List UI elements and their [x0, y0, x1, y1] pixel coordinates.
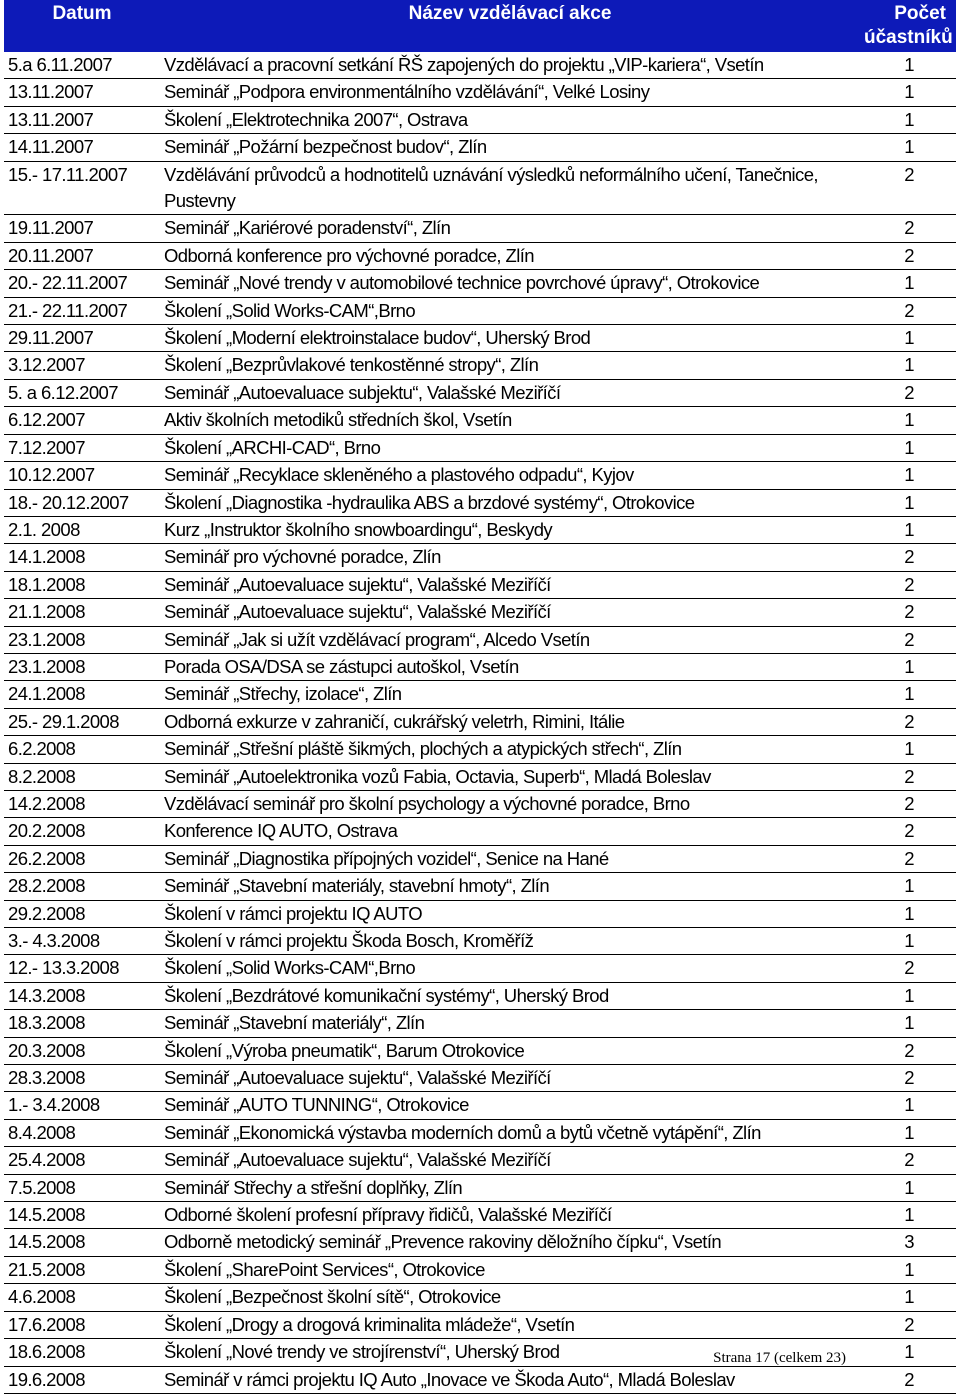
table-row — [4, 1311, 956, 1338]
table-row — [4, 1010, 956, 1037]
cell-name: Školení v rámci projektu IQ AUTO — [164, 902, 423, 924]
cell-count: 2 — [904, 1067, 914, 1089]
table-row — [4, 161, 956, 215]
cell-date: 18.1.2008 — [8, 573, 85, 595]
cell-name: Seminář v rámci projektu IQ Auto „Inovace ve Škoda Auto“, Mladá Boleslav — [164, 1368, 735, 1390]
cell-count: 1 — [904, 1094, 914, 1116]
cell-count: 2 — [904, 820, 914, 842]
cell-name: Seminář „Autoevaluace sujektu“, Valašské Meziříčí — [164, 1149, 551, 1171]
table-header — [4, 0, 956, 52]
cell-date: 8.2.2008 — [8, 765, 76, 787]
table-row — [4, 134, 956, 161]
cell-date: 20.- 22.11.2007 — [8, 272, 128, 294]
cell-count: 1 — [904, 409, 914, 431]
cell-name: Školení „Bezprůvlakové tenkostěnné stropy“, Zlín — [164, 354, 539, 376]
cell-date: 20.3.2008 — [8, 1039, 85, 1061]
cell-name: Seminář „Autoevaluace sujektu“, Valašské Meziříčí — [164, 601, 551, 623]
cell-date: 24.1.2008 — [8, 683, 85, 705]
cell-name: Školení „Bezpečnost školní sítě“, Otrokovice — [164, 1286, 501, 1308]
cell-count: 1 — [904, 1204, 914, 1226]
cell-date: 25.- 29.1.2008 — [8, 710, 119, 732]
table-row — [4, 1256, 956, 1283]
cell-name: Seminář „Stavební materiály, stavební hmoty“, Zlín — [164, 875, 550, 897]
cell-name: Aktiv školních metodiků středních škol, Vsetín — [164, 409, 512, 431]
header-date: Datum — [4, 0, 160, 52]
cell-name: Seminář „Ekonomická výstavba moderních domů a bytů včetně vytápění“, Zlín — [164, 1121, 761, 1143]
cell-name: Seminář „Autoevaluace sujektu“, Valašské Meziříčí — [164, 573, 551, 595]
cell-date: 29.2.2008 — [8, 902, 85, 924]
cell-count: 1 — [904, 108, 914, 130]
cell-count: 2 — [904, 1149, 914, 1171]
cell-count: 2 — [904, 628, 914, 650]
cell-date: 28.3.2008 — [8, 1067, 85, 1089]
table-row — [4, 489, 956, 516]
cell-count: 2 — [904, 601, 914, 623]
table-row — [4, 955, 956, 982]
cell-date: 8.4.2008 — [8, 1121, 76, 1143]
table-row — [4, 928, 956, 955]
cell-date: 23.1.2008 — [8, 655, 85, 677]
cell-name: Seminář „Kariérové poradenství“, Zlín — [164, 217, 451, 239]
cell-count: 2 — [904, 1368, 914, 1390]
cell-date: 21.- 22.11.2007 — [8, 299, 128, 321]
cell-date: 6.12.2007 — [8, 409, 85, 431]
table-row — [4, 352, 956, 379]
table-body — [4, 52, 956, 1393]
cell-count: 1 — [904, 1341, 914, 1363]
cell-count: 2 — [904, 299, 914, 321]
cell-name: Odborně metodický seminář „Prevence rakoviny děložního čípku“, Vsetín — [164, 1231, 722, 1253]
table-row — [4, 379, 956, 406]
cell-count: 1 — [904, 1258, 914, 1280]
table-row — [4, 818, 956, 845]
table-row — [4, 1065, 956, 1092]
table-row — [4, 1147, 956, 1174]
table-row — [4, 736, 956, 763]
cell-date: 3.12.2007 — [8, 354, 85, 376]
cell-name: Odborné školení profesní přípravy řidičů, Valašské Meziříčí — [164, 1204, 612, 1226]
cell-name: Seminář „Diagnostika přípojných vozidel“, Senice na Hané — [164, 847, 609, 869]
cell-count: 2 — [904, 546, 914, 568]
cell-name: Vzdělávací a pracovní setkání ŘŠ zapojených do projektu „VIP-kariera“, Vsetín — [164, 54, 764, 75]
cell-count: 1 — [904, 136, 914, 158]
table-row — [4, 242, 956, 269]
cell-date: 6.2.2008 — [8, 738, 76, 760]
header-count: Počet účastníků — [860, 0, 956, 52]
cell-name: Konference IQ AUTO, Ostrava — [164, 820, 398, 842]
cell-name: Seminář pro výchovné poradce, Zlín — [164, 546, 441, 568]
cell-count: 2 — [904, 1313, 914, 1335]
cell-date: 4.6.2008 — [8, 1286, 76, 1308]
cell-date: 19.11.2007 — [8, 217, 94, 239]
cell-date: 20.2.2008 — [8, 820, 85, 842]
cell-count: 2 — [904, 710, 914, 732]
cell-count: 1 — [904, 738, 914, 760]
cell-date: 17.6.2008 — [8, 1313, 85, 1335]
cell-count: 1 — [904, 81, 914, 103]
cell-count: 2 — [904, 765, 914, 787]
cell-count: 1 — [904, 272, 914, 294]
cell-count: 1 — [904, 354, 914, 376]
cell-count: 1 — [904, 1286, 914, 1308]
table-row — [4, 1284, 956, 1311]
cell-name: Porada OSA/DSA se zástupci autoškol, Vsetín — [164, 655, 519, 677]
cell-name: Školení „Solid Works-CAM“,Brno — [164, 957, 416, 979]
cell-date: 7.5.2008 — [8, 1176, 76, 1198]
cell-name: Seminář „AUTO TUNNING“, Otrokovice — [164, 1094, 469, 1116]
table-row — [4, 653, 956, 680]
cell-date: 5. a 6.12.2007 — [8, 381, 118, 403]
cell-date: 14.2.2008 — [8, 792, 85, 814]
cell-name: Kurz „Instruktor školního snowboardingu“, Beskydy — [164, 518, 553, 540]
cell-name: Školení „Nové trendy ve strojírenství“, Uherský Brod — [164, 1341, 560, 1363]
cell-name: Školení „ARCHI-CAD“, Brno — [164, 436, 381, 458]
table-row — [4, 790, 956, 817]
cell-count: 1 — [904, 1176, 914, 1198]
document-page — [4, 0, 956, 1394]
cell-date: 26.2.2008 — [8, 847, 85, 869]
cell-name: Školení v rámci projektu Škoda Bosch, Kroměříž — [164, 930, 534, 951]
table-row — [4, 516, 956, 543]
cell-name: Školení „Solid Works-CAM“,Brno — [164, 299, 416, 321]
cell-count: 1 — [904, 902, 914, 924]
cell-date: 10.12.2007 — [8, 464, 95, 486]
table-row — [4, 297, 956, 324]
table-row — [4, 434, 956, 461]
table-row — [4, 325, 956, 352]
table-row — [4, 1092, 956, 1119]
cell-date: 14.5.2008 — [8, 1204, 85, 1226]
table-row — [4, 52, 956, 79]
cell-count: 2 — [904, 163, 914, 185]
cell-count: 1 — [904, 875, 914, 897]
cell-count: 2 — [904, 381, 914, 403]
cell-date: 18.- 20.12.2007 — [8, 491, 129, 513]
cell-count: 1 — [904, 655, 914, 677]
page-footer: Strana 17 (celkem 23) — [713, 1350, 846, 1366]
cell-name: Seminář „Střechy, izolace“, Zlín — [164, 683, 402, 705]
cell-count: 1 — [904, 984, 914, 1006]
table-row — [4, 1174, 956, 1201]
table-row — [4, 982, 956, 1009]
cell-date: 29.11.2007 — [8, 327, 94, 349]
cell-name: Školení „Moderní elektroinstalace budov“, Uherský Brod — [164, 327, 591, 349]
cell-date: 7.12.2007 — [8, 436, 85, 458]
cell-date: 18.6.2008 — [8, 1341, 85, 1363]
table-row — [4, 571, 956, 598]
training-table — [4, 0, 956, 1394]
table-row — [4, 462, 956, 489]
cell-count: 2 — [904, 847, 914, 869]
cell-date: 19.6.2008 — [8, 1368, 85, 1390]
table-row — [4, 1366, 956, 1393]
cell-name: Seminář „Jak si užít vzdělávací program“, Alcedo Vsetín — [164, 628, 590, 650]
cell-count: 1 — [904, 1121, 914, 1143]
cell-name: Seminář „Střešní pláště šikmých, plochých a atypických střech“, Zlín — [164, 738, 682, 760]
table-row — [4, 873, 956, 900]
cell-count: 2 — [904, 217, 914, 239]
cell-date: 21.5.2008 — [8, 1258, 85, 1280]
cell-name: Seminář „Autoevaluace sujektu“, Valašské Meziříčí — [164, 1067, 551, 1089]
cell-name: Školení „Elektrotechnika 2007“, Ostrava — [164, 108, 468, 130]
cell-count: 1 — [904, 327, 914, 349]
cell-count: 2 — [904, 573, 914, 595]
cell-name: Seminář „Nové trendy v automobilové technice povrchové úpravy“, Otrokovice — [164, 272, 760, 294]
cell-count: 3 — [904, 1231, 914, 1253]
cell-name: Školení „Drogy a drogová kriminalita mládeže“, Vsetín — [164, 1313, 575, 1335]
cell-count: 1 — [904, 930, 914, 951]
cell-date: 28.2.2008 — [8, 875, 85, 897]
cell-date: 13.11.2007 — [8, 108, 94, 130]
cell-name: Vzdělávací seminář pro školní psychology a výchovné poradce, Brno — [164, 792, 690, 814]
cell-name: Seminář „Stavební materiály“, Zlín — [164, 1012, 425, 1034]
cell-name: Školení „SharePoint Services“, Otrokovice — [164, 1258, 485, 1280]
cell-count: 1 — [904, 518, 914, 540]
cell-date: 14.3.2008 — [8, 984, 85, 1006]
table-row — [4, 79, 956, 106]
cell-count: 1 — [904, 1012, 914, 1034]
cell-date: 5.a 6.11.2007 — [8, 54, 112, 75]
cell-count: 1 — [904, 491, 914, 513]
table-row — [4, 1037, 956, 1064]
cell-date: 2.1. 2008 — [8, 518, 80, 540]
cell-name: Seminář „Požární bezpečnost budov“, Zlín — [164, 136, 487, 158]
cell-date: 18.3.2008 — [8, 1012, 85, 1034]
cell-date: 20.11.2007 — [8, 244, 94, 266]
cell-count: 1 — [904, 54, 914, 75]
table-row — [4, 845, 956, 872]
cell-date: 14.1.2008 — [8, 546, 85, 568]
table-row — [4, 626, 956, 653]
table-row — [4, 270, 956, 297]
cell-count: 1 — [904, 464, 914, 486]
table-row — [4, 1229, 956, 1256]
cell-name: Seminář Střechy a střešní doplňky, Zlín — [164, 1176, 463, 1198]
table-row — [4, 544, 956, 571]
table-row — [4, 1202, 956, 1229]
cell-count: 2 — [904, 957, 914, 979]
cell-name: Odborná exkurze v zahraničí, cukrářský veletrh, Rimini, Itálie — [164, 710, 625, 732]
cell-date: 23.1.2008 — [8, 628, 85, 650]
cell-count: 2 — [904, 1039, 914, 1061]
table-row — [4, 1119, 956, 1146]
table-row — [4, 106, 956, 133]
cell-date: 14.5.2008 — [8, 1231, 85, 1253]
cell-count: 1 — [904, 436, 914, 458]
cell-name: Školení „Diagnostika -hydraulika ABS a brzdové systémy“, Otrokovice — [164, 491, 695, 513]
table-row — [4, 681, 956, 708]
cell-name: Odborná konference pro výchovné poradce, Zlín — [164, 244, 534, 266]
cell-name: Seminář „Autoevaluace subjektu“, Valašské Meziříčí — [164, 381, 561, 403]
cell-date: 1.- 3.4.2008 — [8, 1094, 100, 1116]
cell-date: 14.11.2007 — [8, 136, 94, 158]
cell-name: Školení „Bezdrátové komunikační systémy“, Uherský Brod — [164, 984, 609, 1006]
cell-name: Vzdělávání průvodců a hodnotitelů uznávání výsledků neformálního učení, Tanečnice, Pustevny — [164, 163, 818, 212]
cell-count: 1 — [904, 683, 914, 705]
cell-name: Seminář „Podpora environmentálního vzdělávání“, Velké Losiny — [164, 81, 650, 103]
cell-date: 21.1.2008 — [8, 601, 85, 623]
table-row — [4, 900, 956, 927]
cell-count: 2 — [904, 792, 914, 814]
cell-name: Školení „Výroba pneumatik“, Barum Otrokovice — [164, 1039, 525, 1061]
table-row — [4, 407, 956, 434]
table-row — [4, 215, 956, 242]
cell-count: 2 — [904, 244, 914, 266]
cell-date: 3.- 4.3.2008 — [8, 930, 100, 951]
header-row — [4, 0, 956, 52]
cell-date: 12.- 13.3.2008 — [8, 957, 119, 979]
cell-name: Seminář „Autoelektronika vozů Fabia, Octavia, Superb“, Mladá Boleslav — [164, 765, 711, 787]
header-name: Název vzdělávací akce — [160, 0, 860, 52]
table-row — [4, 599, 956, 626]
cell-date: 15.- 17.11.2007 — [8, 163, 128, 185]
cell-name: Seminář „Recyklace skleněného a plastového odpadu“, Kyjov — [164, 464, 634, 486]
cell-date: 13.11.2007 — [8, 81, 94, 103]
table-row — [4, 708, 956, 735]
table-row — [4, 763, 956, 790]
cell-date: 25.4.2008 — [8, 1149, 85, 1171]
